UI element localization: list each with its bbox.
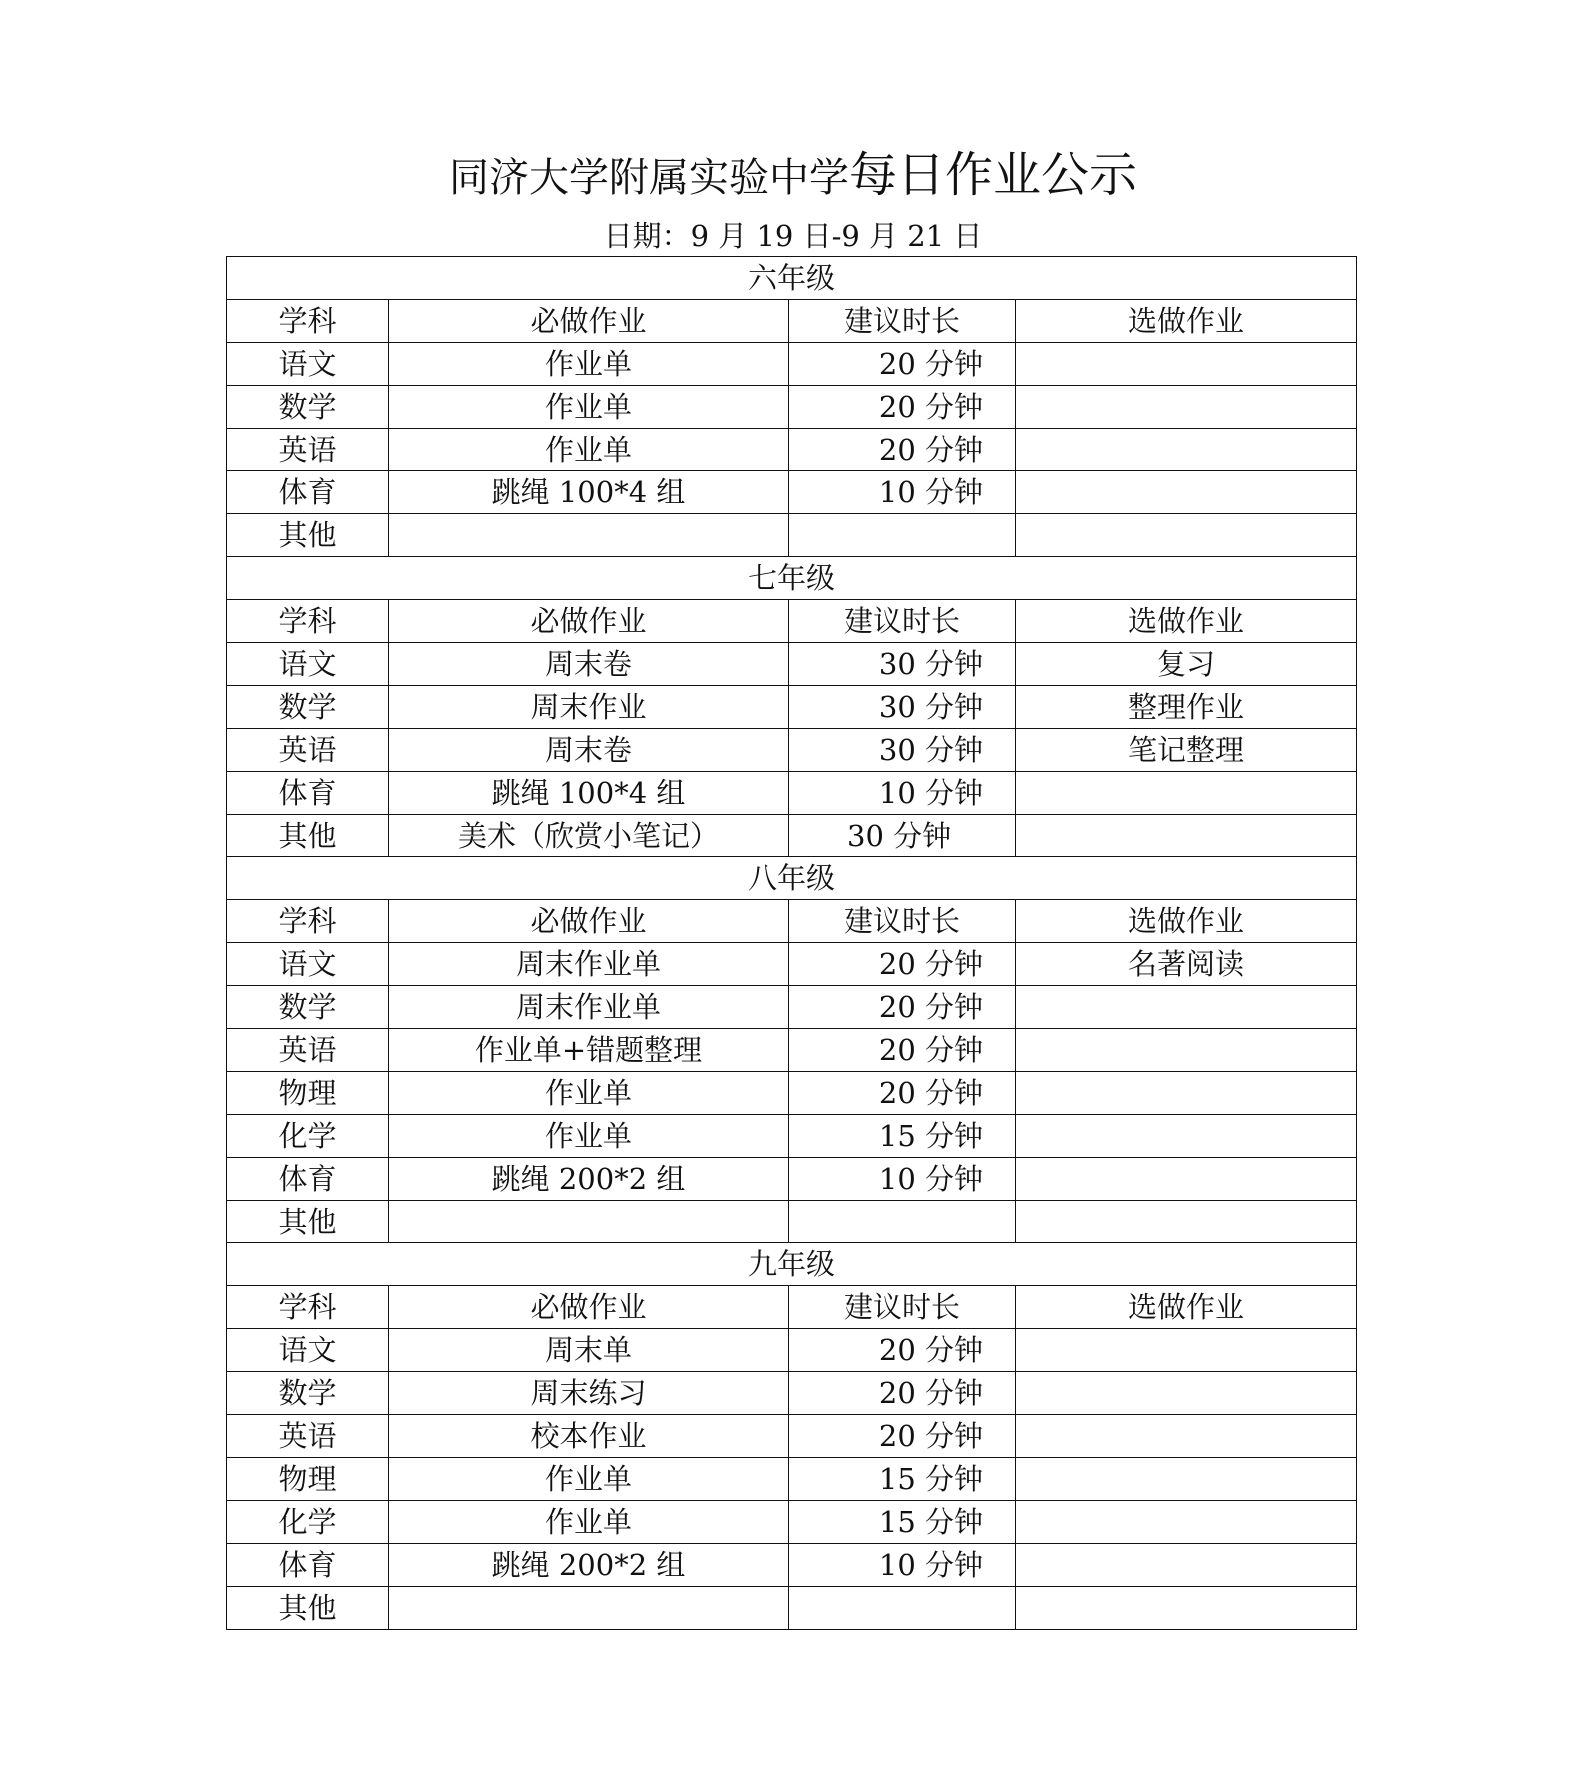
grade-title: 八年级 xyxy=(227,857,1357,900)
table-row xyxy=(227,814,1357,857)
optional-homework-cell xyxy=(1016,1543,1357,1586)
subject-cell: 其他 xyxy=(227,514,389,557)
column-header-required: 必做作业 xyxy=(389,299,789,342)
duration-cell: 20 分钟 xyxy=(789,1372,1016,1415)
duration-cell: 20 分钟 xyxy=(789,986,1016,1029)
table-row xyxy=(227,342,1357,385)
optional-homework-cell xyxy=(1016,471,1357,514)
optional-homework-cell xyxy=(1016,1586,1357,1629)
required-homework-cell: 周末作业单 xyxy=(389,943,789,986)
duration-cell: 20 分钟 xyxy=(789,1415,1016,1458)
required-homework-cell: 校本作业 xyxy=(389,1415,789,1458)
required-homework-cell: 作业单 xyxy=(389,385,789,428)
column-header-required: 必做作业 xyxy=(389,600,789,643)
table-row xyxy=(227,685,1357,728)
table-row xyxy=(227,1029,1357,1072)
duration-cell: 20 分钟 xyxy=(789,1071,1016,1114)
required-homework-cell: 跳绳 100*4 组 xyxy=(389,471,789,514)
grade-title: 六年级 xyxy=(227,257,1357,300)
grade-header-row xyxy=(227,857,1357,900)
required-homework-cell: 跳绳 200*2 组 xyxy=(389,1543,789,1586)
optional-homework-cell: 笔记整理 xyxy=(1016,728,1357,771)
table-row xyxy=(227,1500,1357,1543)
column-header-subject: 学科 xyxy=(227,1286,389,1329)
duration-cell: 30 分钟 xyxy=(789,814,1016,857)
subject-cell: 语文 xyxy=(227,1329,389,1372)
subject-cell: 英语 xyxy=(227,1029,389,1072)
table-row xyxy=(227,728,1357,771)
subject-cell: 语文 xyxy=(227,342,389,385)
column-header-subject: 学科 xyxy=(227,900,389,943)
column-header-duration: 建议时长 xyxy=(789,900,1016,943)
required-homework-cell: 作业单 xyxy=(389,1457,789,1500)
required-homework-cell: 周末作业 xyxy=(389,685,789,728)
required-homework-cell: 周末卷 xyxy=(389,643,789,686)
subject-cell: 语文 xyxy=(227,643,389,686)
duration-cell: 20 分钟 xyxy=(789,385,1016,428)
column-header-optional: 选做作业 xyxy=(1016,900,1357,943)
table-row xyxy=(227,1200,1357,1243)
table-row xyxy=(227,1457,1357,1500)
subject-cell: 语文 xyxy=(227,943,389,986)
column-header-subject: 学科 xyxy=(227,600,389,643)
subject-cell: 数学 xyxy=(227,685,389,728)
optional-homework-cell: 整理作业 xyxy=(1016,685,1357,728)
duration-cell: 30 分钟 xyxy=(789,685,1016,728)
subject-cell: 其他 xyxy=(227,1200,389,1243)
column-header-row xyxy=(227,900,1357,943)
optional-homework-cell xyxy=(1016,385,1357,428)
optional-homework-cell xyxy=(1016,1029,1357,1072)
optional-homework-cell xyxy=(1016,1415,1357,1458)
required-homework-cell: 周末练习 xyxy=(389,1372,789,1415)
table-row xyxy=(227,643,1357,686)
required-homework-cell: 作业单 xyxy=(389,1071,789,1114)
duration-cell xyxy=(789,1586,1016,1629)
column-header-duration: 建议时长 xyxy=(789,1286,1016,1329)
column-header-required: 必做作业 xyxy=(389,1286,789,1329)
optional-homework-cell xyxy=(1016,428,1357,471)
column-header-duration: 建议时长 xyxy=(789,299,1016,342)
optional-homework-cell xyxy=(1016,514,1357,557)
subject-cell: 化学 xyxy=(227,1114,389,1157)
duration-cell: 15 分钟 xyxy=(789,1114,1016,1157)
optional-homework-cell: 复习 xyxy=(1016,643,1357,686)
table-row xyxy=(227,385,1357,428)
table-row xyxy=(227,1329,1357,1372)
optional-homework-cell xyxy=(1016,1329,1357,1372)
table-row xyxy=(227,1415,1357,1458)
optional-homework-cell xyxy=(1016,986,1357,1029)
required-homework-cell: 跳绳 100*4 组 xyxy=(389,771,789,814)
optional-homework-cell xyxy=(1016,1071,1357,1114)
required-homework-cell: 作业单 xyxy=(389,428,789,471)
duration-cell: 30 分钟 xyxy=(789,643,1016,686)
table-row xyxy=(227,1157,1357,1200)
duration-cell: 20 分钟 xyxy=(789,1029,1016,1072)
subject-cell: 英语 xyxy=(227,428,389,471)
table-row xyxy=(227,428,1357,471)
required-homework-cell: 作业单 xyxy=(389,1114,789,1157)
subject-cell: 物理 xyxy=(227,1071,389,1114)
table-row xyxy=(227,471,1357,514)
duration-cell: 10 分钟 xyxy=(789,1157,1016,1200)
subject-cell: 体育 xyxy=(227,1543,389,1586)
subject-cell: 其他 xyxy=(227,814,389,857)
required-homework-cell xyxy=(389,514,789,557)
notice-title: 每日作业公示 xyxy=(848,147,1137,203)
homework-table xyxy=(226,256,1357,1630)
table-row xyxy=(227,514,1357,557)
optional-homework-cell xyxy=(1016,1157,1357,1200)
subject-cell: 英语 xyxy=(227,1415,389,1458)
optional-homework-cell xyxy=(1016,814,1357,857)
date-range: 日期：9 月 19 日-9 月 21 日 xyxy=(603,219,983,253)
duration-cell: 10 分钟 xyxy=(789,1543,1016,1586)
optional-homework-cell xyxy=(1016,1372,1357,1415)
duration-cell xyxy=(789,514,1016,557)
optional-homework-cell xyxy=(1016,1200,1357,1243)
required-homework-cell: 美术（欣赏小笔记） xyxy=(389,814,789,857)
grade-header-row xyxy=(227,557,1357,600)
table-row xyxy=(227,771,1357,814)
table-row xyxy=(227,986,1357,1029)
column-header-optional: 选做作业 xyxy=(1016,600,1357,643)
subject-cell: 其他 xyxy=(227,1586,389,1629)
subject-cell: 体育 xyxy=(227,771,389,814)
required-homework-cell: 作业单 xyxy=(389,1500,789,1543)
column-header-row xyxy=(227,600,1357,643)
optional-homework-cell xyxy=(1016,1114,1357,1157)
duration-cell: 10 分钟 xyxy=(789,771,1016,814)
grade-header-row xyxy=(227,257,1357,300)
duration-cell: 20 分钟 xyxy=(789,342,1016,385)
required-homework-cell: 周末作业单 xyxy=(389,986,789,1029)
required-homework-cell: 作业单 xyxy=(389,342,789,385)
optional-homework-cell: 名著阅读 xyxy=(1016,943,1357,986)
column-header-optional: 选做作业 xyxy=(1016,299,1357,342)
subject-cell: 数学 xyxy=(227,986,389,1029)
table-row xyxy=(227,943,1357,986)
optional-homework-cell xyxy=(1016,1500,1357,1543)
required-homework-cell xyxy=(389,1200,789,1243)
table-row xyxy=(227,1372,1357,1415)
column-header-optional: 选做作业 xyxy=(1016,1286,1357,1329)
column-header-duration: 建议时长 xyxy=(789,600,1016,643)
column-header-row xyxy=(227,299,1357,342)
subject-cell: 体育 xyxy=(227,471,389,514)
grade-title: 九年级 xyxy=(227,1243,1357,1286)
page-title xyxy=(0,148,1586,205)
table-row xyxy=(227,1114,1357,1157)
optional-homework-cell xyxy=(1016,342,1357,385)
subject-cell: 数学 xyxy=(227,1372,389,1415)
required-homework-cell: 跳绳 200*2 组 xyxy=(389,1157,789,1200)
duration-cell xyxy=(789,1200,1016,1243)
optional-homework-cell xyxy=(1016,1457,1357,1500)
optional-homework-cell xyxy=(1016,771,1357,814)
duration-cell: 20 分钟 xyxy=(789,1329,1016,1372)
required-homework-cell: 周末单 xyxy=(389,1329,789,1372)
duration-cell: 15 分钟 xyxy=(789,1457,1016,1500)
subject-cell: 体育 xyxy=(227,1157,389,1200)
table-row xyxy=(227,1071,1357,1114)
subject-cell: 数学 xyxy=(227,385,389,428)
grade-title: 七年级 xyxy=(227,557,1357,600)
column-header-subject: 学科 xyxy=(227,299,389,342)
duration-cell: 10 分钟 xyxy=(789,471,1016,514)
subject-cell: 英语 xyxy=(227,728,389,771)
duration-cell: 20 分钟 xyxy=(789,428,1016,471)
required-homework-cell: 周末卷 xyxy=(389,728,789,771)
duration-cell: 15 分钟 xyxy=(789,1500,1016,1543)
required-homework-cell xyxy=(389,1586,789,1629)
duration-cell: 20 分钟 xyxy=(789,943,1016,986)
subject-cell: 物理 xyxy=(227,1457,389,1500)
duration-cell: 30 分钟 xyxy=(789,728,1016,771)
table-row xyxy=(227,1586,1357,1629)
column-header-required: 必做作业 xyxy=(389,900,789,943)
column-header-row xyxy=(227,1286,1357,1329)
subject-cell: 化学 xyxy=(227,1500,389,1543)
school-name: 同济大学附属实验中学 xyxy=(448,155,849,201)
required-homework-cell: 作业单+错题整理 xyxy=(389,1029,789,1072)
grade-header-row xyxy=(227,1243,1357,1286)
table-row xyxy=(227,1543,1357,1586)
